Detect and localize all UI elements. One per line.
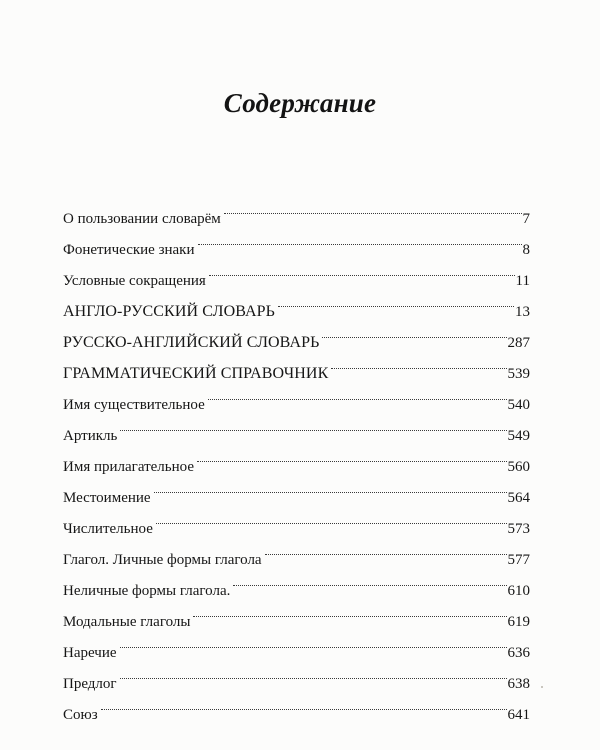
toc-entry (63, 626, 530, 661)
page-title: Содержание (223, 88, 377, 118)
toc-entry-page-number: 577 (507, 552, 530, 568)
toc-entry-page-number: 560 (507, 459, 530, 475)
toc-entry-label: Артикль (63, 428, 118, 444)
paper-speck (541, 686, 543, 688)
toc-entry-label: Фонетические знаки (63, 242, 195, 258)
toc-entry-page-number: 287 (507, 335, 530, 351)
dot-leader (208, 378, 507, 409)
toc-entry-label: Неличные формы глагола. (63, 583, 231, 599)
dot-leader (120, 657, 507, 688)
toc-entry-label: Модальные глаголы (63, 614, 191, 630)
toc-entry (63, 688, 530, 723)
dot-leader (120, 626, 507, 657)
toc-entry-page-number: 549 (507, 428, 530, 444)
dot-leader (156, 502, 507, 533)
toc-entry-label: О пользовании словарём (63, 211, 221, 227)
toc-entry-page-number: 619 (507, 614, 530, 630)
toc-entry-label: ГРАММАТИЧЕСКИЙ СПРАВОЧНИК (63, 365, 329, 382)
dot-leader (209, 254, 515, 285)
dot-leader (120, 409, 506, 440)
toc-entry-page-number: 539 (507, 366, 530, 382)
toc-entry-page-number: 13 (515, 304, 530, 320)
dot-leader (265, 533, 507, 564)
toc-entry-page-number: 610 (507, 583, 530, 599)
toc-entry (63, 409, 530, 444)
toc-entry-page-number: 638 (507, 676, 530, 692)
toc-entry-page-number: 8 (522, 242, 530, 258)
dot-leader (197, 440, 506, 471)
toc-entry-label: РУССКО-АНГЛИЙСКИЙ СЛОВАРЬ (63, 334, 320, 351)
dot-leader (198, 223, 522, 254)
toc-entry-label: Числительное (63, 521, 153, 537)
dot-leader (331, 347, 506, 378)
toc-entry-page-number: 641 (507, 707, 530, 723)
toc-entry-page-number: 11 (515, 273, 530, 289)
toc-entry-page-number: 636 (507, 645, 530, 661)
toc-entry-label: Глагол. Личные формы глагола (63, 552, 262, 568)
toc-entry-label: Имя существительное (63, 397, 205, 413)
dot-leader (154, 471, 507, 502)
toc-entry-label: АНГЛО-РУССКИЙ СЛОВАРЬ (63, 303, 275, 320)
dot-leader (101, 688, 507, 719)
toc-entry-page-number: 540 (507, 397, 530, 413)
toc-entry-label: Местоимение (63, 490, 151, 506)
toc-entry (63, 192, 530, 227)
dot-leader (193, 595, 506, 626)
toc-entry (63, 657, 530, 692)
dot-leader (278, 285, 514, 316)
dot-leader (322, 316, 506, 347)
toc-entry-page-number: 573 (507, 521, 530, 537)
toc-entry-page-number: 564 (507, 490, 530, 506)
toc-entry-label: Наречие (63, 645, 117, 661)
toc-entry (63, 440, 530, 475)
toc-entry-page-number: 7 (522, 211, 530, 227)
table-of-contents (63, 192, 530, 723)
dot-leader (233, 564, 506, 595)
toc-entry-label: Имя прилагательное (63, 459, 195, 475)
toc-entry-label: Союз (63, 707, 98, 723)
toc-entry-label: Предлог (63, 676, 117, 692)
toc-entry-label: Условные сокращения (63, 273, 206, 289)
dot-leader (224, 192, 522, 223)
